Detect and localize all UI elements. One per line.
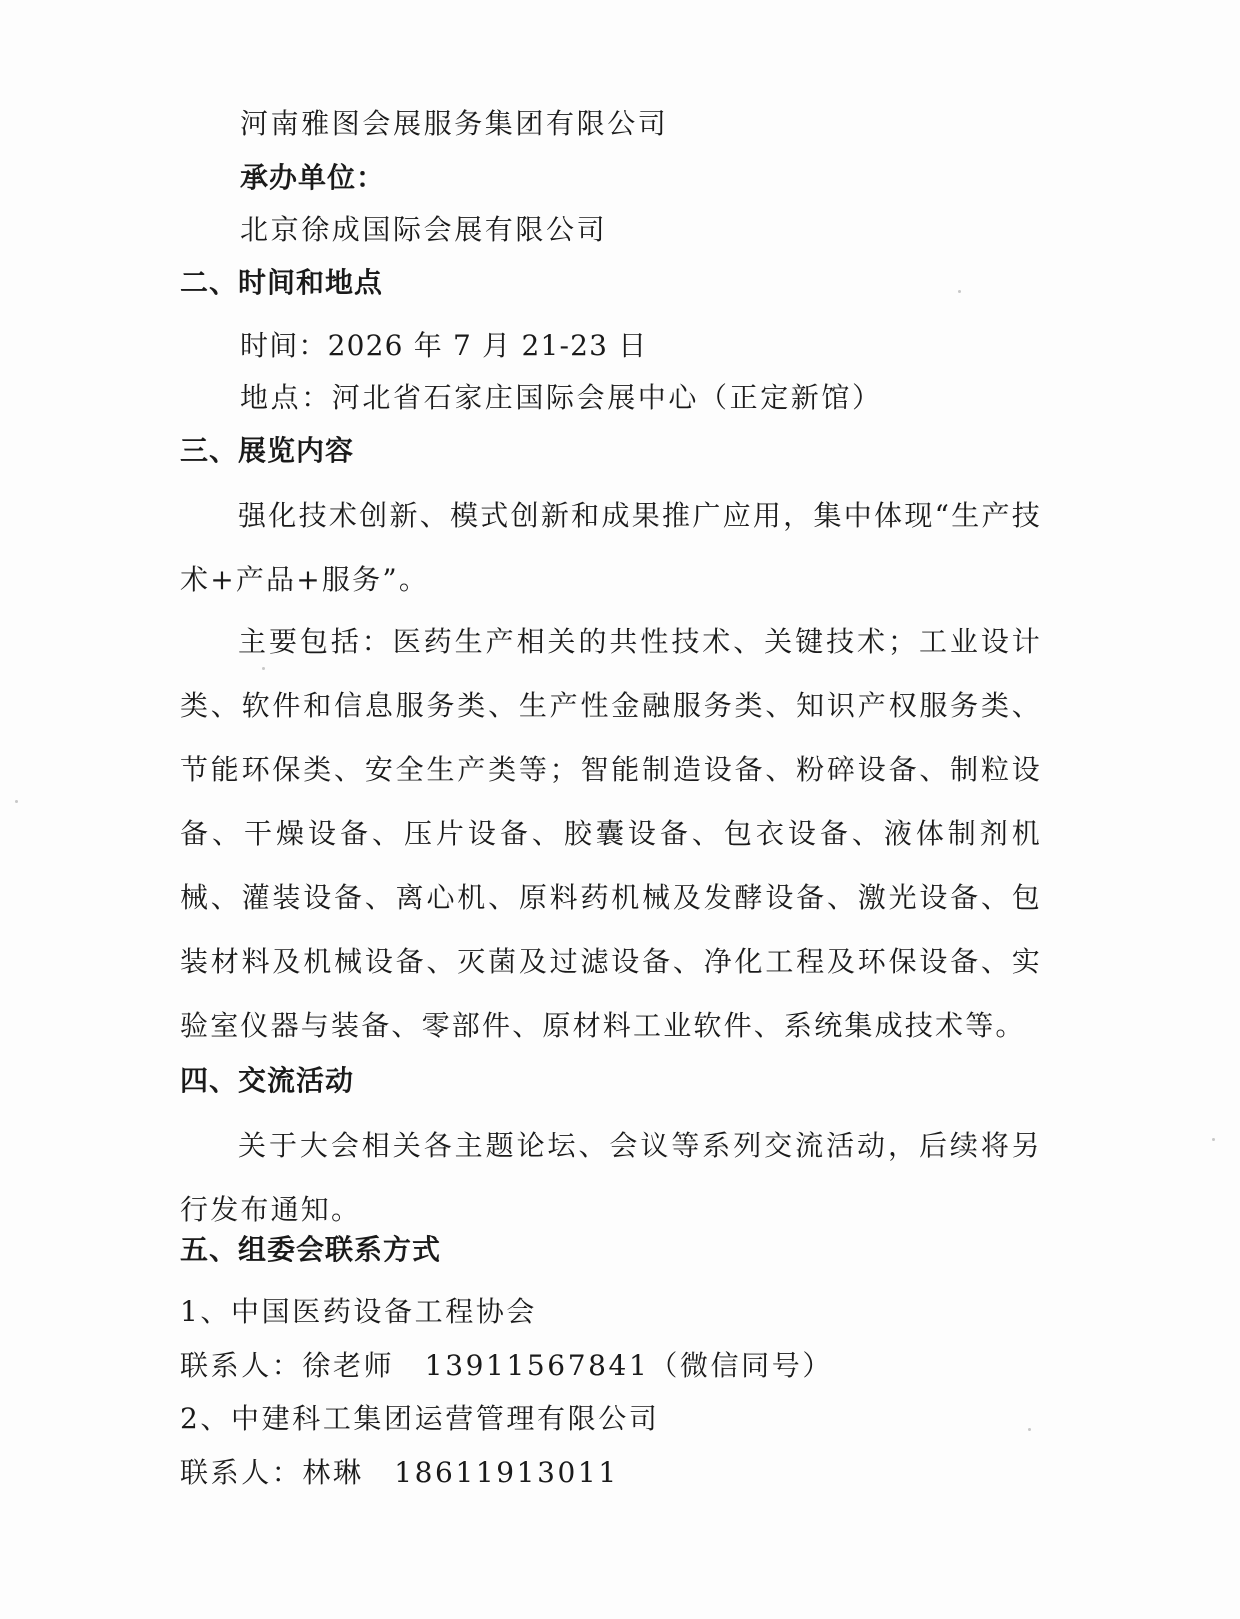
event-time: 时间：2026 年 7 月 21-23 日 xyxy=(240,329,648,362)
scan-speck xyxy=(262,667,265,670)
section-heading-time-place: 二、时间和地点 xyxy=(180,266,384,299)
undertaker-name: 北京徐成国际会展有限公司 xyxy=(240,213,608,246)
scan-speck xyxy=(1028,1428,1031,1431)
scan-speck xyxy=(15,800,18,803)
exhibits-intro-paragraph: 强化技术创新、模式创新和成果推广应用，集中体现“生产技术+产品+服务”。 xyxy=(180,499,1042,596)
contact-person-1: 联系人：徐老师 13911567841（微信同号） xyxy=(180,1349,833,1382)
contact-org-2: 2、中建科工集团运营管理有限公司 xyxy=(180,1402,660,1435)
contact-person-2: 联系人：林琳 18611913011 xyxy=(180,1456,619,1489)
contact-org-1: 1、中国医药设备工程协会 xyxy=(180,1295,538,1328)
co-organizer-name: 河南雅图会展服务集团有限公司 xyxy=(240,107,669,140)
section-heading-contacts: 五、组委会联系方式 xyxy=(180,1233,442,1266)
section-heading-exhibits: 三、展览内容 xyxy=(180,434,355,467)
exhibits-scope-paragraph: 主要包括：医药生产相关的共性技术、关键技术；工业设计类、软件和信息服务类、生产性金融服务类、知识产权服务类、节能环保类、安全生产类等；智能制造设备、粉碎设备、制粒设备、干燥设备、压片设备、胶囊设备、包衣设备、液体制剂机械、灌装设备、离心机、原料药机械及发酵设备、激光设备、包装材料及机械设备、灭菌及过滤设备、净化工程及环保设备、实验室仪器与装备、零部件、原材料工业软件、系统集成技术等。 xyxy=(180,625,1042,1042)
activities-paragraph: 关于大会相关各主题论坛、会议等系列交流活动，后续将另行发布通知。 xyxy=(180,1129,1042,1226)
scan-speck xyxy=(958,290,961,293)
section-heading-activities: 四、交流活动 xyxy=(180,1064,355,1097)
event-place: 地点：河北省石家庄国际会展中心（正定新馆） xyxy=(240,381,883,414)
scan-speck xyxy=(1212,1138,1215,1141)
undertaker-label: 承办单位： xyxy=(240,161,386,194)
